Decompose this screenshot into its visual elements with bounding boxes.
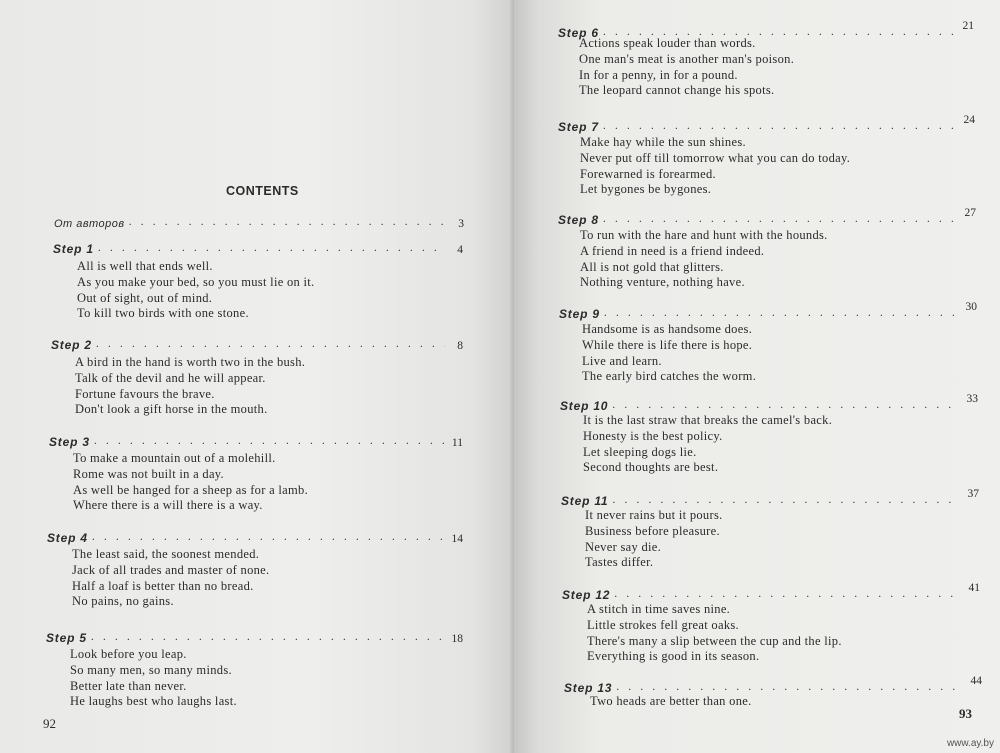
toc-page-number: 11 [451,437,463,449]
proverb: Look before you leap. [70,647,187,661]
toc-label: Step 8 [558,213,599,227]
proverb: Out of sight, out of mind. [77,290,213,305]
toc-entry-step-7 [558,116,975,134]
toc-page-number: 3 [458,218,464,230]
toc-page-number: 18 [451,633,463,645]
toc-entry-step-4 [47,527,463,545]
toc-label: Step 3 [49,435,90,449]
toc-entry-step-13 [564,677,982,695]
toc-label: Step 6 [558,26,599,40]
proverb: Handsome is as handsome does. [582,322,753,336]
leader-dots [92,527,445,545]
proverb-list [585,508,723,571]
toc-entry-step-8 [558,209,976,227]
toc-label: Step 5 [46,631,87,645]
toc-label: Step 13 [564,681,613,695]
proverb: Actions speak louder than words. [579,36,756,50]
toc-entry-step-11 [561,490,979,508]
toc-page-number: 33 [966,393,978,405]
proverb-list [72,547,269,610]
toc-entry-preface [54,212,464,230]
leader-dots [91,627,445,645]
toc-page-number: 4 [457,244,463,256]
proverb: To make a mountain out of a molehill. [73,451,276,465]
toc-page-number: 24 [963,114,975,126]
proverb: No pains, no gains. [72,594,174,609]
leader-dots [129,212,446,230]
proverb-list [73,451,308,514]
proverb: In for a penny, in for a pound. [579,67,738,82]
toc-entry-step-3 [49,431,463,449]
leader-dots [603,116,957,134]
toc-page-number: 30 [965,301,977,313]
toc-page-number: 14 [451,533,463,545]
watermark: www.ay.by [946,738,994,749]
proverb-list [583,413,832,476]
proverb: Honesty is the best policy. [583,428,723,443]
toc-label: Step 4 [47,531,88,545]
proverb: A stitch in time saves nine. [587,602,731,616]
proverb: The early bird catches the worm. [582,369,757,384]
toc-page-number: 8 [457,340,463,352]
proverb: Forewarned is forearmed. [580,166,716,181]
toc-label: Step 11 [561,494,609,508]
proverb: As well be hanged for a sheep as for a lamb. [73,482,308,497]
proverb: So many men, so many minds. [70,662,232,677]
proverb: Where there is a will there is a way. [73,498,263,513]
proverb: Business before pleasure. [585,523,720,538]
proverb: Half a loaf is better than no bread. [72,578,254,593]
proverb-list [582,322,756,385]
proverb: Never say die. [585,539,662,554]
proverb-list [579,36,794,99]
proverb: Tastes differ. [585,555,654,570]
toc-entry-step-12 [562,584,980,602]
right-page [514,0,1000,753]
proverb: Little strokes fell great oaks. [587,617,739,632]
proverb: To run with the hare and hunt with the hounds. [580,228,828,242]
leader-dots [614,584,962,602]
proverb-list [75,355,305,418]
leader-dots [603,209,958,227]
leader-dots [612,395,960,413]
toc-entry-step-9 [559,303,977,321]
toc-entry-step-1 [53,238,463,256]
toc-page-number: 37 [967,488,979,500]
proverb: One man's meat is another man's poison. [579,51,795,66]
toc-entry-step-2 [51,334,463,352]
proverb: Fortune favours the brave. [75,386,215,401]
toc-label: Step 2 [51,338,92,352]
proverb: Rome was not built in a day. [73,466,224,481]
proverb: While there is life there is hope. [582,337,753,352]
page-number-left: 92 [43,716,56,731]
proverb: There's many a slip between the cup and the lip. [587,633,842,648]
proverb: It never rains but it pours. [585,508,723,522]
page-number-right: 93 [959,706,972,721]
proverb: Second thoughts are best. [583,460,719,475]
proverb: Talk of the devil and he will appear. [75,370,266,385]
contents-heading: CONTENTS [226,184,299,198]
leader-dots [98,238,445,256]
proverb: Make hay while the sun shines. [580,135,746,149]
toc-label: Step 1 [53,242,94,256]
leader-dots [94,431,445,449]
leader-dots [616,677,964,695]
toc-label: От авторов [54,218,125,230]
proverb-list [77,259,315,322]
leader-dots [96,334,445,352]
proverb: Nothing venture, nothing have. [580,275,745,290]
proverb: He laughs best who laughs last. [70,694,237,709]
proverb: It is the last straw that breaks the camel's back. [583,413,833,427]
proverb: A bird in the hand is worth two in the bush. [75,355,306,369]
toc-label: Step 9 [559,307,600,321]
toc-label: Step 7 [558,120,599,134]
proverb: As you make your bed, so you must lie on it. [77,274,315,289]
proverb: Let bygones be bygones. [580,182,712,197]
proverb-list [587,602,842,665]
proverb: Two heads are better than one. [590,694,752,708]
proverb: Better late than never. [70,678,187,693]
proverb: Don't look a gift horse in the mouth. [75,402,268,417]
proverb: The leopard cannot change his spots. [579,83,775,98]
proverb: Live and learn. [582,353,662,368]
toc-entry-step-5 [46,627,463,645]
proverb: Never put off till tomorrow what you can do today. [580,150,851,165]
toc-entry-step-10 [560,395,978,413]
proverb: Jack of all trades and master of none. [72,562,270,577]
proverb: The least said, the soonest mended. [72,547,260,561]
proverb: To kill two birds with one stone. [77,306,249,321]
proverb: Everything is good in its season. [587,649,760,664]
leader-dots [612,490,961,508]
toc-label: Step 10 [560,399,609,413]
proverb-list [580,135,850,198]
leader-dots [604,303,959,321]
proverb-list [580,228,828,291]
proverb: Let sleeping dogs lie. [583,444,697,459]
toc-label: Step 12 [562,588,611,602]
proverb-list [590,694,752,710]
toc-page-number: 44 [970,675,982,687]
toc-page-number: 41 [968,582,980,594]
toc-page-number: 27 [964,207,976,219]
proverb-list [70,647,237,710]
proverb: A friend in need is a friend indeed. [580,243,765,258]
proverb: All is not gold that glitters. [580,259,724,274]
proverb: All is well that ends well. [77,259,213,273]
toc-page-number: 21 [962,20,974,32]
